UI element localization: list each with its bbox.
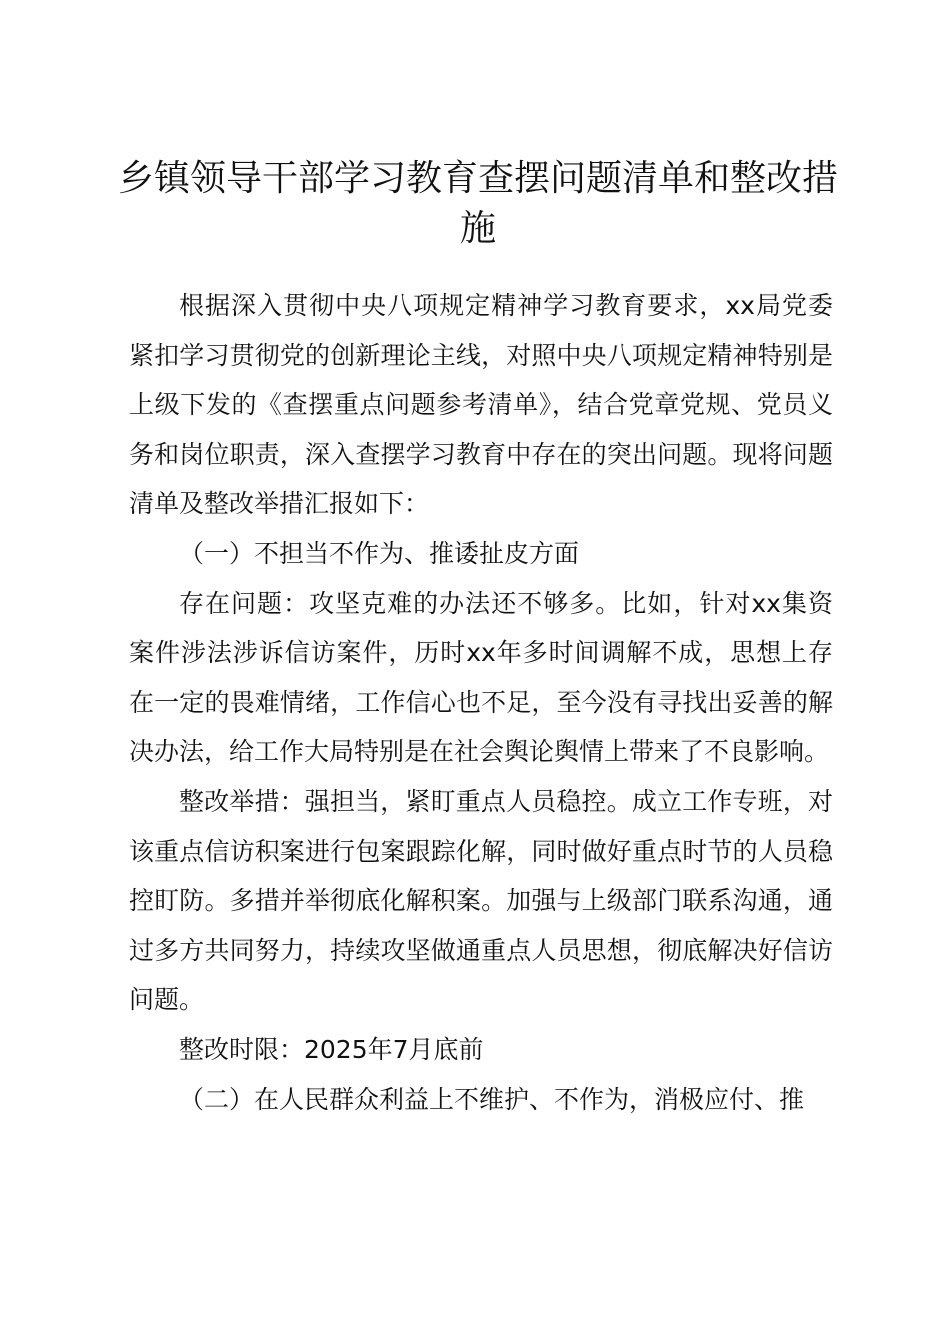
document-body	[129, 281, 833, 1124]
deadline-paragraph: 整改时限：2025年7月底前	[179, 1034, 484, 1064]
intro-paragraph: 根据深入贯彻中央八项规定精神学习教育要求，xx局党委紧扣学习贯彻党的创新理论主线，对照中央八项规定精神特别是上级下发的《查摆重点问题参考清单》，结合党章党规、党员义务和岗位职责，深入查摆学习教育中存在的突出问题。现将问题清单及整改举措汇报如下：	[129, 291, 833, 519]
section-heading-2: （二）在人民群众利益上不维护、不作为，消极应付、推	[179, 1084, 805, 1114]
problem-paragraph: 存在问题：攻坚克难的办法还不够多。比如，针对xx集资案件涉法涉诉信访案件，历时xx年多时间调解不成，思想上存在一定的畏难情绪，工作信心也不足，至今没有寻找出妥善的解决办法，给工作大局特别是在社会舆论舆情上带来了不良影响。	[129, 588, 833, 767]
section-heading-1: （一）不担当不作为、推诿扯皮方面	[179, 538, 580, 568]
measures-paragraph: 整改举措：强担当，紧盯重点人员稳控。成立工作专班，对该重点信访积案进行包案跟踪化解，同时做好重点时节的人员稳控盯防。多措并举彻底化解积案。加强与上级部门联系沟通，通过多方共同努力，持续攻坚做通重点人员思想，彻底解决好信访问题。	[129, 786, 833, 1015]
document-title: 乡镇领导干部学习教育查摆问题清单和整改措施	[118, 158, 839, 249]
